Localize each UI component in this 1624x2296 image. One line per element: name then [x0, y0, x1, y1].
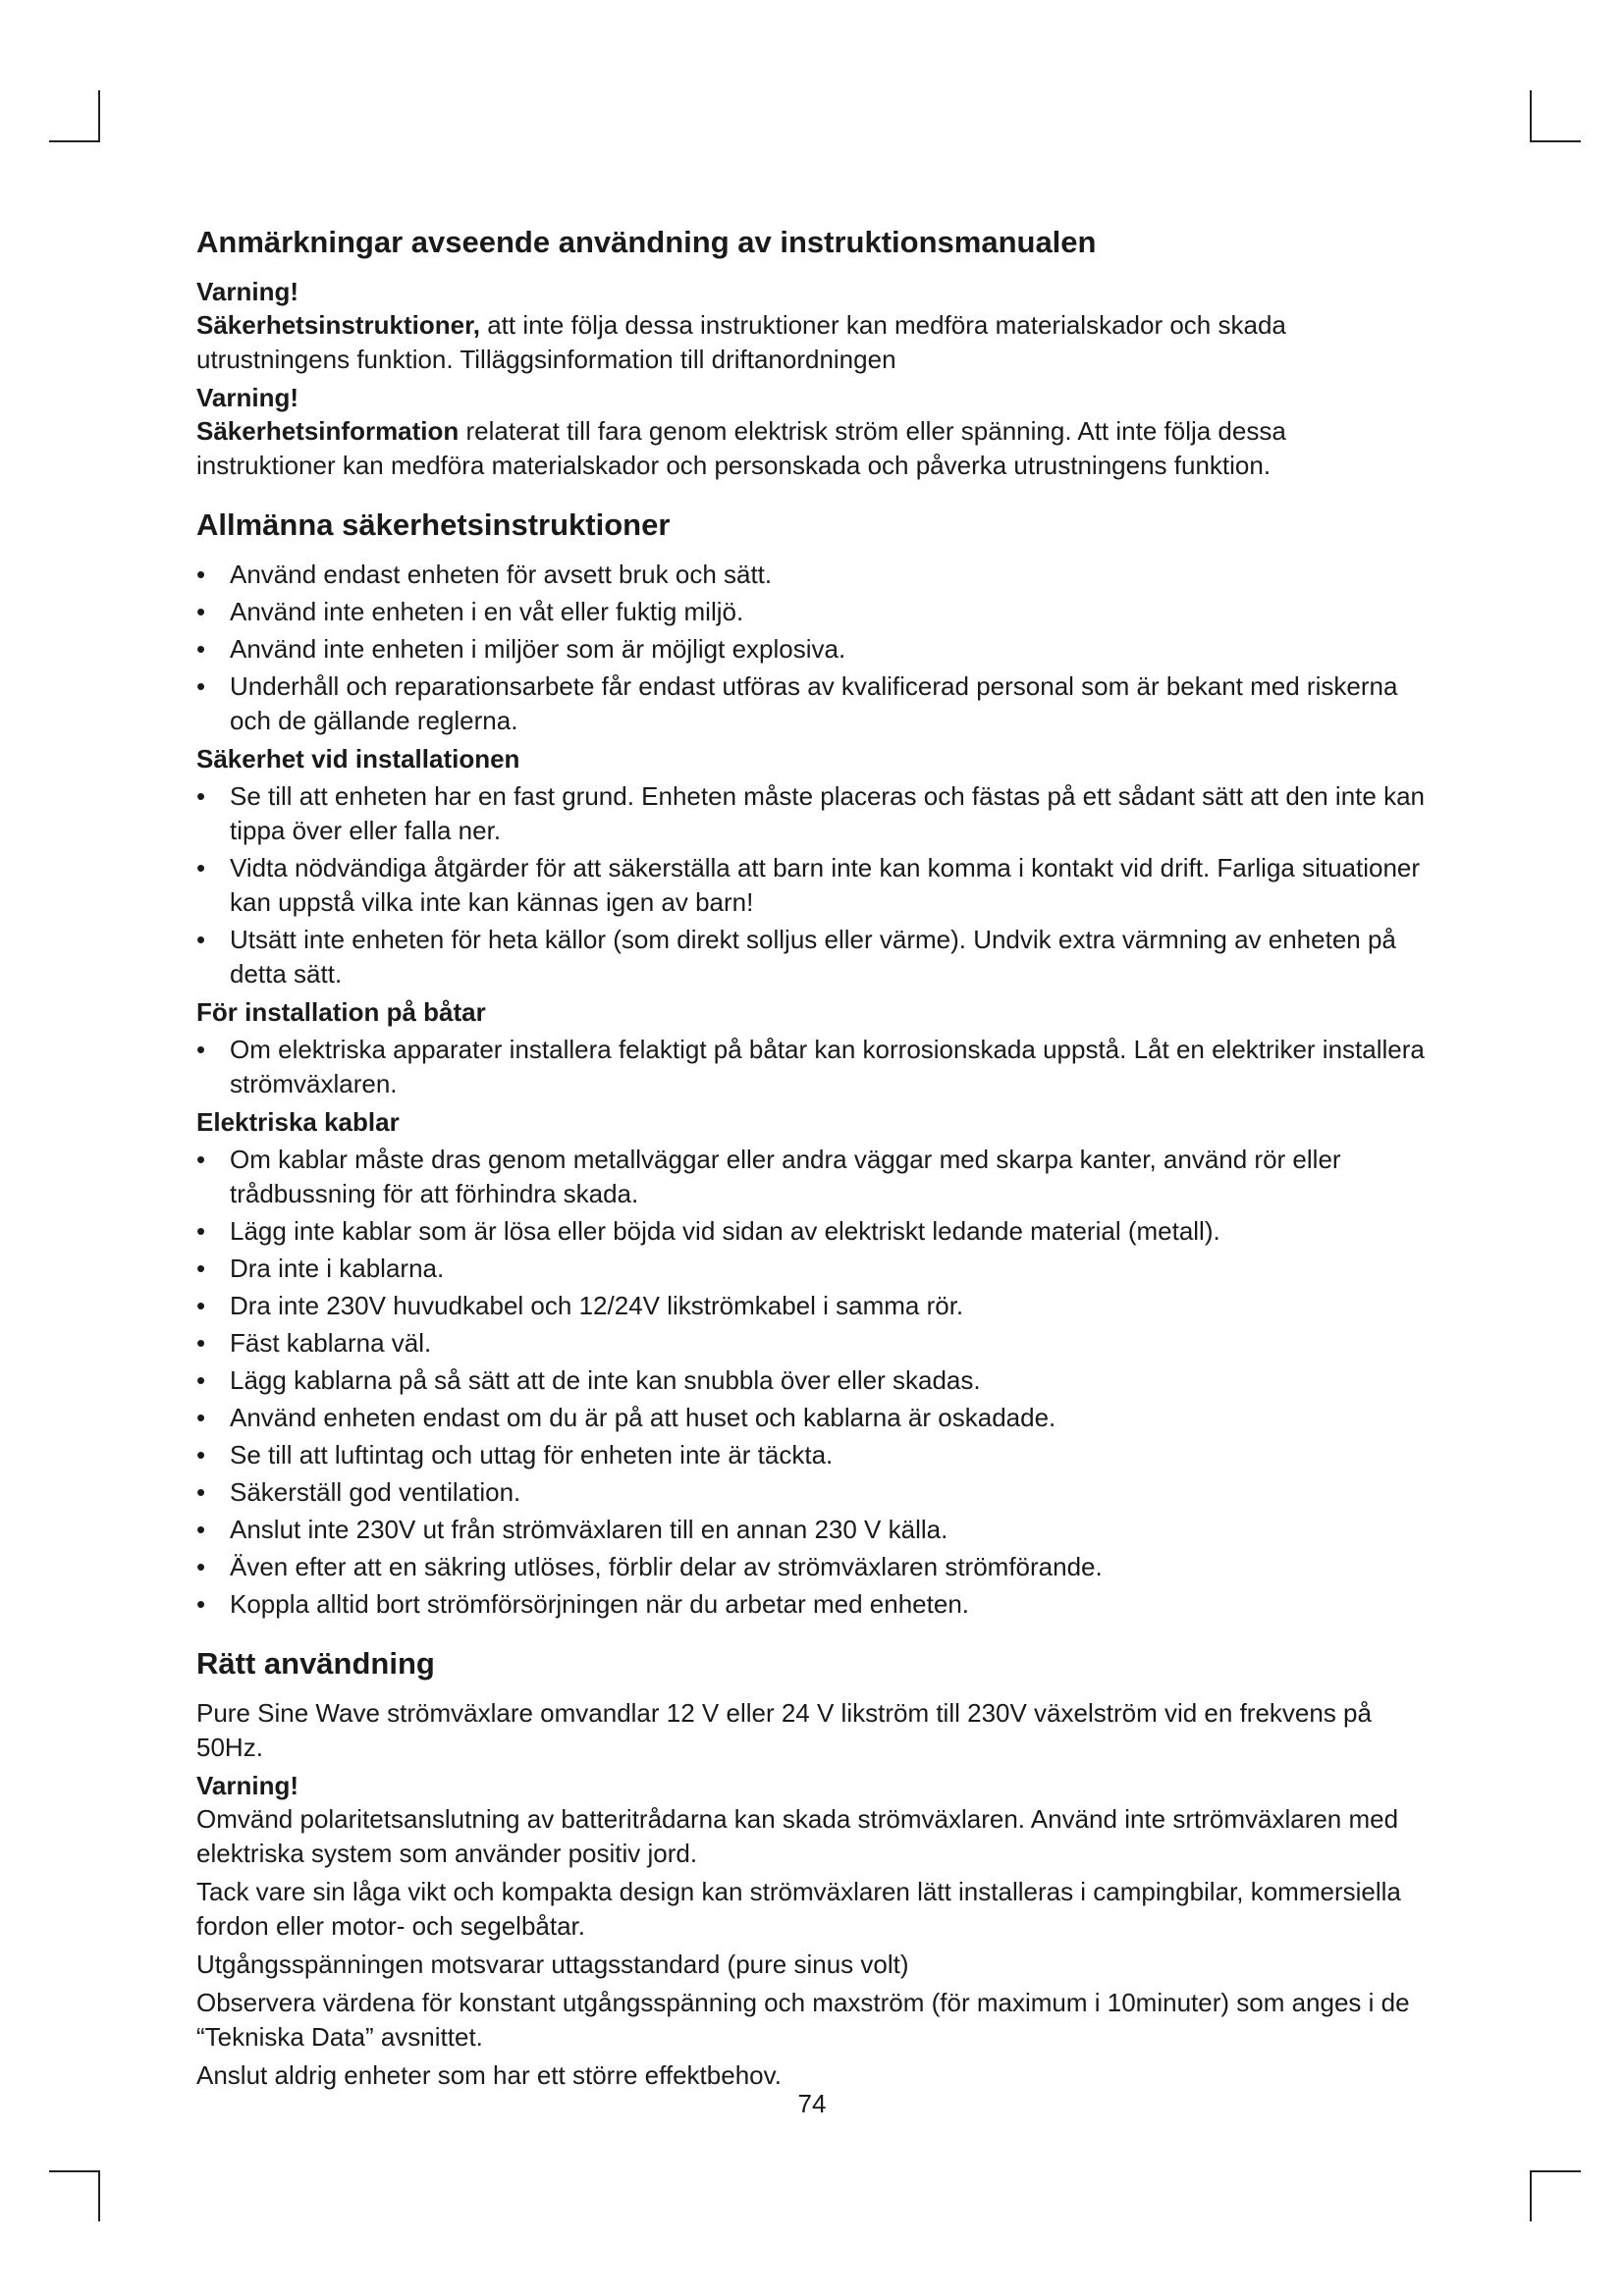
- list-item: • Använd inte enheten i en våt eller fuktig miljö.: [196, 595, 1429, 629]
- bullet-icon: •: [196, 597, 206, 626]
- list-item: • Se till att luftintag och uttag för enheten inte är täckta.: [196, 1438, 1429, 1472]
- electrical-cables-list: [196, 1143, 1429, 1622]
- bullet-icon: •: [196, 1365, 206, 1395]
- list-item: • Koppla alltid bort strömförsörjningen när du arbetar med enheten.: [196, 1587, 1429, 1622]
- installation-safety-list: [196, 779, 1429, 991]
- subheading-electrical-cables: Elektriska kablar: [196, 1107, 400, 1137]
- list-item: • Vidta nödvändiga åtgärder för att säkerställa att barn inte kan komma i kontakt vid drift. Farliga situationer kan uppstå vilka inte kan kännas igen av barn!: [196, 853, 1421, 917]
- crop-mark-top-left-h: [49, 140, 100, 142]
- warning-label: Varning!: [196, 1771, 299, 1800]
- safety-information-paragraph: [196, 414, 1429, 483]
- list-item: • Lägg kablarna på så sätt att de inte kan snubbla över eller skadas.: [196, 1363, 1429, 1398]
- crop-mark-bottom-right-v: [1530, 2170, 1532, 2221]
- subheading-installation-safety: Säkerhet vid installationen: [196, 744, 520, 774]
- paragraph-power-demand: Anslut aldrig enheter som har ett större effektbehov.: [196, 2060, 782, 2090]
- bullet-icon: •: [196, 1216, 206, 1246]
- bullet-icon: •: [196, 1552, 206, 1581]
- safety-information-term: Säkerhetsinformation: [196, 416, 460, 446]
- section-heading-correct-use: Rätt användning: [196, 1646, 435, 1681]
- crop-mark-top-left-v: [98, 90, 100, 141]
- bullet-icon: •: [196, 1291, 206, 1320]
- bullet-icon: •: [196, 1403, 206, 1432]
- list-item: • Dra inte 230V huvudkabel och 12/24V likströmkabel i samma rör.: [196, 1289, 1429, 1323]
- bullet-icon: •: [196, 1515, 206, 1544]
- list-item: • Underhåll och reparationsarbete får endast utföras av kvalificerad personal som är bekant med riskerna och de gällande reglerna.: [196, 671, 1398, 735]
- crop-mark-bottom-right-h: [1530, 2170, 1581, 2172]
- bullet-icon: •: [196, 1440, 206, 1469]
- subheading-boat-installation: För installation på båtar: [196, 997, 486, 1027]
- list-item: • Fäst kablarna väl.: [196, 1326, 1429, 1361]
- list-item: • Om elektriska apparater installera felaktigt på båtar kan korrosionskada uppstå. Låt en elektriker installera strömväxlaren.: [196, 1035, 1425, 1098]
- bullet-icon: •: [196, 853, 206, 882]
- paragraph-installation: Tack vare sin låga vikt och kompakta design kan strömväxlaren lätt installeras i campingbilar, kommersiella fordon eller motor- och segelbåtar.: [196, 1877, 1401, 1941]
- page-number: 74: [797, 2089, 827, 2118]
- list-item: • Lägg inte kablar som är lösa eller böjda vid sidan av elektriskt ledande material (metall).: [196, 1214, 1429, 1249]
- crop-mark-top-right-h: [1530, 140, 1581, 142]
- bullet-icon: •: [196, 560, 206, 589]
- bullet-icon: •: [196, 1328, 206, 1358]
- list-item: • Använd inte enheten i miljöer som är möjligt explosiva.: [196, 632, 1429, 667]
- safety-instructions-paragraph: [196, 308, 1429, 377]
- bullet-icon: •: [196, 925, 206, 954]
- bullet-icon: •: [196, 671, 206, 701]
- bullet-icon: •: [196, 781, 206, 811]
- section-heading-manual-notes: Anmärkningar avseende användning av instruktionsmanualen: [196, 225, 1097, 259]
- bullet-icon: •: [196, 1477, 206, 1507]
- warning-label: Varning!: [196, 277, 299, 306]
- warning-label: Varning!: [196, 383, 299, 412]
- crop-mark-bottom-left-v: [98, 2170, 100, 2221]
- crop-mark-top-right-v: [1530, 90, 1532, 141]
- paragraph-technical-data: Observera värdena för konstant utgångsspänning och maxström (för maximum i 10minuter) som anges i de “Tekniska Data” avsnittet.: [196, 1988, 1410, 2052]
- list-item: • Säkerställ god ventilation.: [196, 1475, 1429, 1510]
- bullet-icon: •: [196, 1254, 206, 1283]
- page-content: [196, 224, 1429, 2097]
- paragraph-polarity: Omvänd polaritetsanslutning av batteritrådarna kan skada strömväxlaren. Använd inte srtrömväxlaren med elektriska system som använder positiv jord.: [196, 1804, 1399, 1868]
- boat-installation-list: [196, 1033, 1429, 1101]
- list-item: • Dra inte i kablarna.: [196, 1252, 1429, 1286]
- crop-mark-bottom-left-h: [49, 2170, 100, 2172]
- list-item: • Använd endast enheten för avsett bruk och sätt.: [196, 558, 1429, 592]
- section-heading-general-safety: Allmänna säkerhetsinstruktioner: [196, 507, 671, 542]
- safety-instructions-term: Säkerhetsinstruktioner,: [196, 310, 480, 340]
- list-item: • Utsätt inte enheten för heta källor (som direkt solljus eller värme). Undvik extra värmning av enheten på detta sätt.: [196, 925, 1396, 988]
- paragraph-output-voltage: Utgångsspänningen motsvarar uttagsstandard (pure sinus volt): [196, 1949, 909, 1979]
- list-item: • Använd enheten endast om du är på att huset och kablarna är oskadade.: [196, 1401, 1429, 1435]
- list-item: • Anslut inte 230V ut från strömväxlaren till en annan 230 V källa.: [196, 1513, 1429, 1547]
- general-safety-list: [196, 558, 1429, 738]
- list-item: • Även efter att en säkring utlöses, förblir delar av strömväxlaren strömförande.: [196, 1550, 1429, 1584]
- bullet-icon: •: [196, 1589, 206, 1619]
- list-item: • Om kablar måste dras genom metallväggar eller andra väggar med skarpa kanter, använd rör eller trådbussning för att förhindra skada.: [196, 1145, 1341, 1208]
- safety-instructions-text: att inte följa dessa instruktioner kan medföra materialskador och skada utrustningens funktion. Tilläggsinformation till driftanordningen: [196, 310, 1286, 374]
- safety-information-text: relaterat till fara genom elektrisk ström eller spänning. Att inte följa dessa instruktioner kan medföra materialskador och personskada och påverka utrustningens funktion.: [196, 416, 1286, 480]
- bullet-icon: •: [196, 1145, 206, 1174]
- bullet-icon: •: [196, 634, 206, 664]
- bullet-icon: •: [196, 1035, 206, 1064]
- paragraph-function: Pure Sine Wave strömväxlare omvandlar 12 V eller 24 V likström till 230V växelström vid en frekvens på 50Hz.: [196, 1698, 1372, 1762]
- list-item: • Se till att enheten har en fast grund. Enheten måste placeras och fästas på ett sådant sätt att den inte kan tippa över eller falla ner.: [196, 781, 1425, 845]
